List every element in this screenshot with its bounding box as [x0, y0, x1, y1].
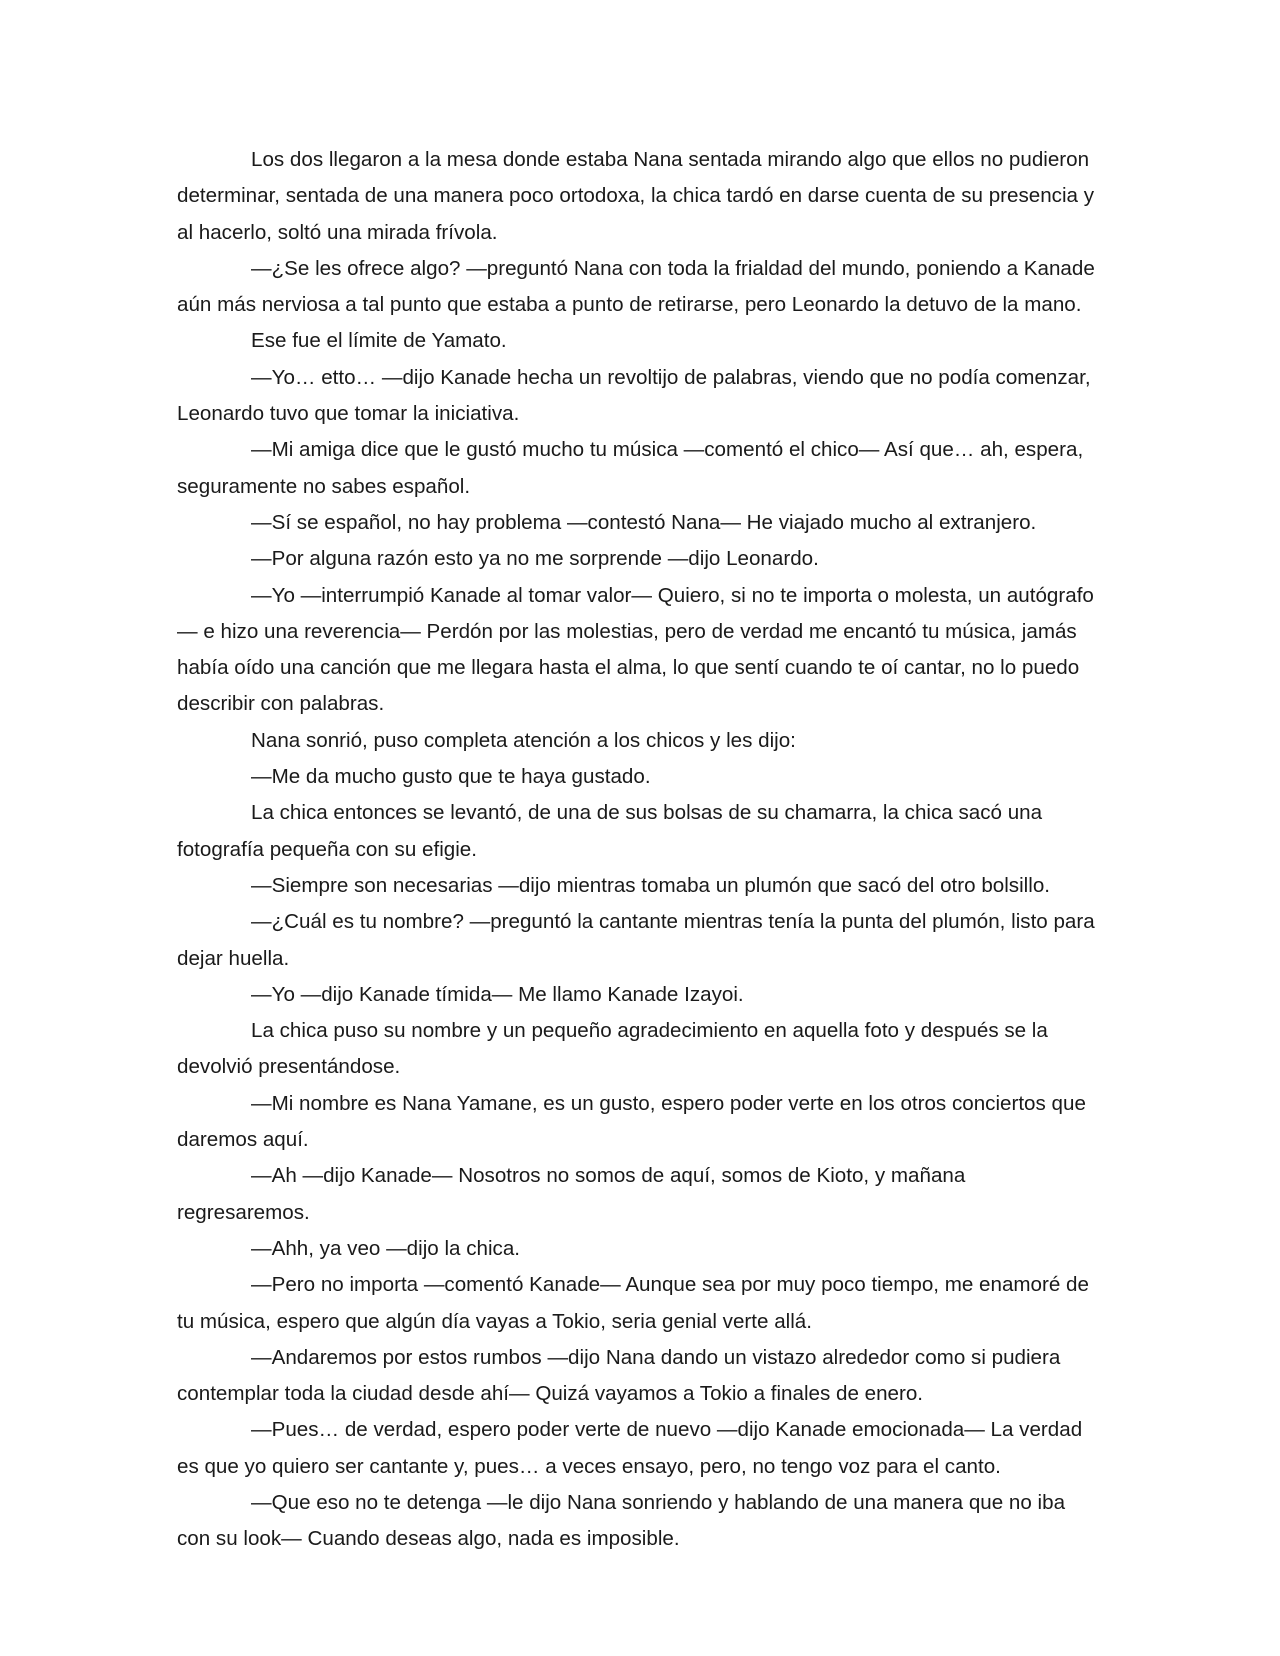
paragraph: —Por alguna razón esto ya no me sorprende —dijo Leonardo. [251, 547, 819, 571]
paragraph: Nana sonrió, puso completa atención a los chicos y les dijo: [251, 728, 796, 752]
paragraph: —Yo… etto… —dijo Kanade hecha un revoltijo de palabras, viendo que no podía comenzar, Leonardo tuvo que tomar la iniciativa. [177, 365, 1091, 426]
paragraph: —Pero no importa —comentó Kanade— Aunque sea por muy poco tiempo, me enamoré de tu música, espero que algún día vayas a Tokio, seria genial verte allá. [177, 1273, 1089, 1333]
paragraph: La chica puso su nombre y un pequeño agradecimiento en aquella foto y después se la devolvió presentándose. [177, 1019, 1048, 1079]
paragraph: —Sí se español, no hay problema —contestó Nana— He viajado mucho al extranjero. [251, 510, 1037, 534]
paragraph: —Pues… de verdad, espero poder verte de nuevo —dijo Kanade emocionada— La verdad es que yo quiero ser cantante y, pues… a veces ensayo, pero, no tengo voz para el canto. [177, 1418, 1083, 1478]
paragraph: —Yo —interrumpió Kanade al tomar valor— Quiero, si no te importa o molesta, un autógrafo— e hizo una reverencia— Perdón por las molestias, pero de verdad me encantó tu música, jamás había oído una canción que me llegara hasta el alma, lo que sentí cuando te oí cantar, no lo puedo describir con palabras. [177, 583, 1094, 716]
paragraph: Ese fue el límite de Yamato. [251, 329, 507, 353]
paragraph: —¿Se les ofrece algo? —preguntó Nana con toda la frialdad del mundo, poniendo a Kanade aún más nerviosa a tal punto que estaba a punto de retirarse, pero Leonardo la detuvo de la mano. [177, 256, 1095, 317]
paragraph: —Ahh, ya veo —dijo la chica. [251, 1236, 520, 1260]
document-body [177, 142, 1103, 1558]
paragraph: Los dos llegaron a la mesa donde estaba Nana sentada mirando algo que ellos no pudieron determinar, sentada de una manera poco ortodoxa, la chica tardó en darse cuenta de su presencia y al hacerlo, soltó una mirada frívola. [177, 148, 1095, 244]
paragraph: —Siempre son necesarias —dijo mientras tomaba un plumón que sacó del otro bolsillo. [251, 873, 1050, 897]
paragraph: La chica entonces se levantó, de una de sus bolsas de su chamarra, la chica sacó una fotografía pequeña con su efigie. [177, 801, 1043, 861]
paragraph: —Mi nombre es Nana Yamane, es un gusto, espero poder verte en los otros conciertos que daremos aquí. [177, 1091, 1086, 1152]
paragraph: —Yo —dijo Kanade tímida— Me llamo Kanade Izayoi. [251, 982, 744, 1006]
paragraph: —Ah —dijo Kanade— Nosotros no somos de aquí, somos de Kioto, y mañana regresaremos. [177, 1164, 966, 1224]
paragraph: —Andaremos por estos rumbos —dijo Nana dando un vistazo alrededor como si pudiera contemplar toda la ciudad desde ahí— Quizá vayamos a Tokio a finales de enero. [177, 1345, 1061, 1406]
paragraph: —Me da mucho gusto que te haya gustado. [251, 765, 651, 789]
paragraph: —¿Cuál es tu nombre? —preguntó la cantante mientras tenía la punta del plumón, listo para dejar huella. [177, 910, 1095, 970]
paragraph: —Mi amiga dice que le gustó mucho tu música —comentó el chico— Así que… ah, espera, seguramente no sabes español. [177, 438, 1084, 498]
paragraph: —Que eso no te detenga —le dijo Nana sonriendo y hablando de una manera que no iba con su look— Cuando deseas algo, nada es imposible. [177, 1490, 1066, 1551]
